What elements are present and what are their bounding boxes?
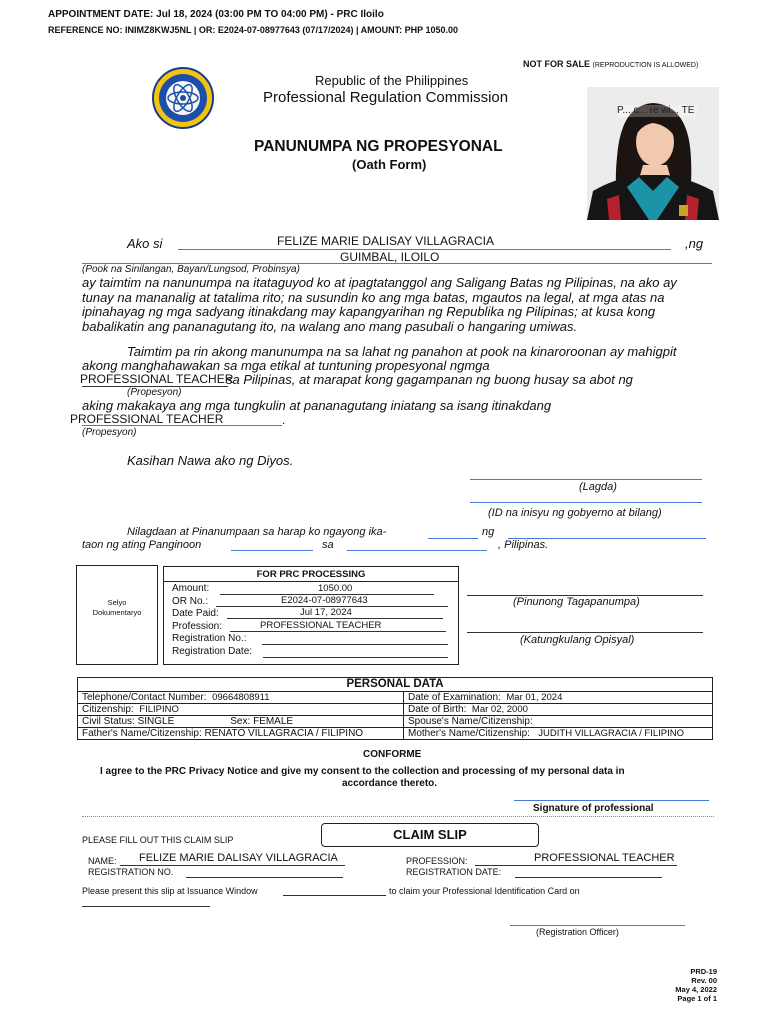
claim-regno-label: REGISTRATION NO. [88,867,174,877]
sa-word: sa [322,539,334,551]
revision-date: May 4, 2022 [675,985,717,994]
claim-card-text: to claim your Professional Identification Card on [389,886,580,896]
selyo-line-1: Selyo [107,598,127,607]
amount-value: 1050.00 [318,583,353,594]
taon-text: taon ng ating Panginoon [82,539,202,551]
spouse-cell: Spouse's Name/Citizenship: [404,716,713,728]
pilipinas-text: , Pilipinas. [498,539,549,551]
oath-full-name: FELIZE MARIE DALISAY VILLAGRACIA [277,234,494,248]
kasihan-text: Kasihan Nawa ako ng Diyos. [127,453,294,468]
conforme-text-1: I agree to the PRC Privacy Notice and give my consent to the collection and processing of my personal data in [100,766,625,777]
selyo-line-2: Dokumentaryo [92,608,142,617]
birth-date-cell: Date of Birth: Mar 02, 2000 [404,704,713,716]
birthplace-value: GUIMBAL, ILOILO [340,250,440,264]
telephone-cell: Telephone/Contact Number: 09664808911 [78,692,404,704]
prc-seal-logo [149,67,217,129]
oath-paragraph-2-line-1: Taimtim pa rin akong manunumpa na sa lahat ng panahon at pook na kinaroroonan ay mahigpit [127,344,677,359]
photo-overlay-text: P... c... re wi... TE [617,105,697,117]
commission-name: Professional Regulation Commission [263,89,509,106]
conforme-title: CONFORME [363,749,422,760]
profession-value-1: PROFESSIONAL TEACHER [80,372,234,386]
present-slip-text: Please present this slip at Issuance Window [82,886,258,896]
propesyon-caption-1: (Propesyon) [127,387,182,398]
ng-label: ,ng [685,236,704,251]
personal-data-title: PERSONAL DATA [78,678,713,692]
civil-status-cell: Civil Status: SINGLE Sex: FEMALE [78,716,404,728]
selyo-box [76,565,158,665]
personal-data-table [77,677,713,740]
page-number: Page 1 of 1 [677,994,717,1003]
not-for-sale: NOT FOR SALE (REPRODUCTION IS ALLOWED) [523,59,699,69]
registration-officer-caption: (Registration Officer) [536,927,619,937]
applicant-photo [587,87,719,220]
claim-profession-value: PROFESSIONAL TEACHER [534,852,675,864]
oath-paragraph-1: ay taimtim na nanunumpa na itataguyod ko at ipagtatanggol ang Saligang Batas ng Pilipinas, na ako ay tunay na mananalig at tatalima rito; na susundin ko ang mga batas, mgautos na legal, at mga atas na ipinahayag ng mga sadyang itinakdang may kapangyarihan ng Republika ng Pilipinas; at kusa kong babalikatin ang pananagutang ito, na walang ano mang pasubali o hangaring umiwas. [82,275,677,334]
oath-paragraph-2-line-4: aking makakaya ang mga tungkulin at pananagutang iniatang sa isang itinakdang [82,398,552,413]
claim-name-value: FELIZE MARIE DALISAY VILLAGRACIA [139,852,338,864]
father-cell: Father's Name/Citizenship: RENATO VILLAGRACIA / FILIPINO [78,728,404,740]
fill-out-text: PLEASE FILL OUT THIS CLAIM SLIP [82,835,234,845]
form-title: PANUNUMPA NG PROPESYONAL [254,138,503,155]
signature-caption: Signature of professional [533,803,654,814]
opisyal-caption: (Katungkulang Opisyal) [520,634,635,646]
ng-word: ng [482,526,495,538]
claim-regdate-label: REGISTRATION DATE: [406,867,502,877]
registration-date-label: Registration Date: [172,646,253,657]
reference-number: REFERENCE NO: INIMZ8KWJ5NL | OR: E2024-07-08977643 (07/17/2024) | AMOUNT: PHP 1050.00 [48,25,459,35]
profession-label: Profession: [172,621,223,632]
registration-no-label: Registration No.: [172,633,247,644]
exam-date-cell: Date of Examination: Mar 01, 2024 [404,692,713,704]
profession-value-2: PROFESSIONAL TEACHER [70,412,224,426]
prc-processing-title: FOR PRC PROCESSING [256,569,366,580]
oath-paragraph-2-line-3: sa Pilipinas, at marapat kong gagampanan ng buong husay sa abot ng [226,372,633,387]
form-number: PRD-19 [690,967,717,976]
date-paid-label: Date Paid: [172,608,219,619]
period: . [282,413,286,427]
amount-label: Amount: [172,583,210,594]
lagda-caption: (Lagda) [579,481,617,493]
republic-text: Republic of the Philippines [315,73,469,88]
revision: Rev. 00 [691,976,717,985]
birthplace-caption: (Pook na Sinilangan, Bayan/Lungsod, Probinsya) [82,264,300,275]
oath-paragraph-2-line-2: akong manghahawakan sa mga etikal at tuntuning propesyonal ngmga [82,358,490,373]
form-subtitle: (Oath Form) [352,157,427,172]
claim-profession-label: PROFESSION: [406,856,468,866]
date-paid-value: Jul 17, 2024 [300,607,352,618]
conforme-text-2: accordance thereto. [342,778,438,789]
claim-name-label: NAME: [88,856,117,866]
or-no-label: OR No.: [172,596,209,607]
or-no-value: E2024-07-08977643 [281,595,368,606]
appointment-date: APPOINTMENT DATE: Jul 18, 2024 (03:00 PM TO 04:00 PM) - PRC Iloilo [48,9,384,20]
ako-si-label: Ako si [127,236,163,251]
citizenship-cell: Citizenship: FILIPINO [78,704,404,716]
id-caption: (ID na inisyu ng gobyerno at bilang) [488,507,662,519]
mother-cell: Mother's Name/Citizenship: JUDITH VILLAGRACIA / FILIPINO [404,728,713,740]
claim-slip-label: CLAIM SLIP [321,823,539,847]
form-footer [675,967,717,1003]
profession-value: PROFESSIONAL TEACHER [260,620,382,631]
tagapanumpa-caption: (Pinunong Tagapanumpa) [513,596,640,608]
nilagdaan-text: Nilagdaan at Pinanumpaan sa harap ko ngayong ika- [127,526,387,538]
propesyon-caption-2: (Propesyon) [82,427,137,438]
